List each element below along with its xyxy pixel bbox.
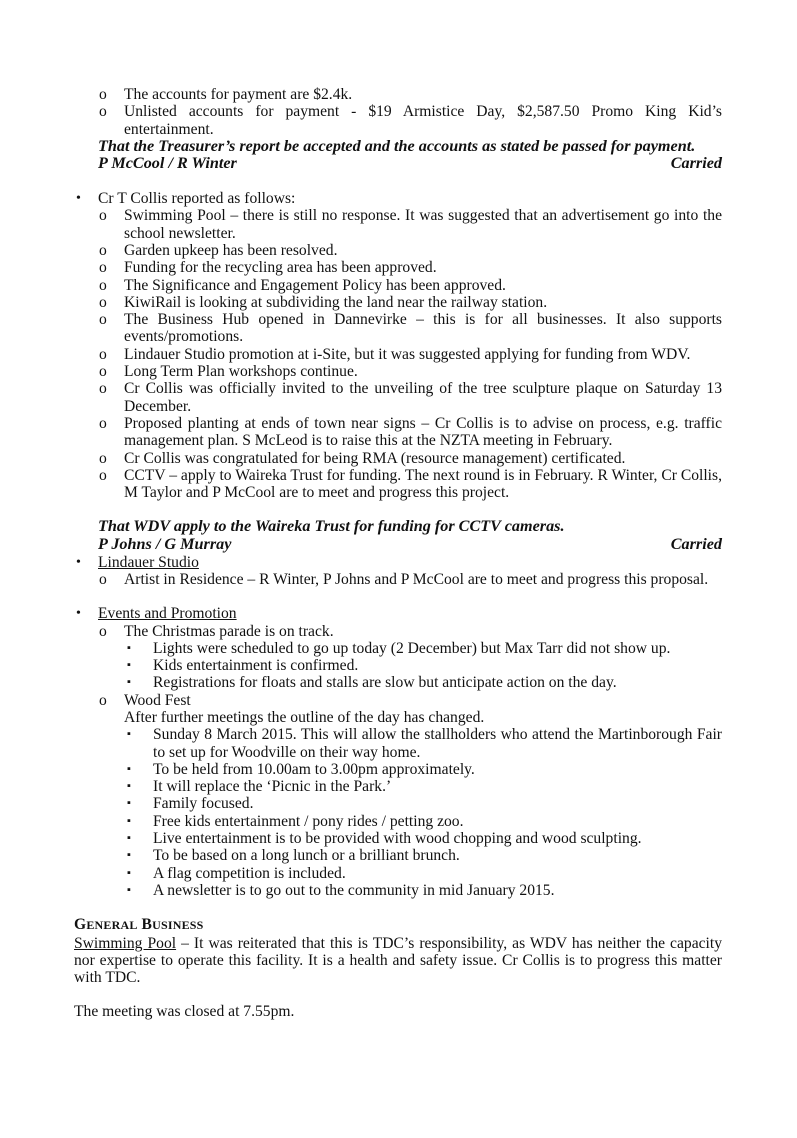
square-bullet-icon: ▪ [127,728,131,741]
circle-bullet-icon: o [99,103,107,121]
list-item [74,277,722,294]
list-item [74,346,722,363]
motion-text: That WDV apply to the Waireka Trust for funding for CCTV cameras. [98,517,565,536]
item-text: Wood Fest [124,691,191,709]
item-text: The Significance and Engagement Policy has been approved. [124,276,506,294]
item-text: Live entertainment is to be provided with wood chopping and wood sculpting. [153,830,642,848]
item-text: The Christmas parade is on track. [124,622,334,640]
woodfest-note: After further meetings the outline of the day has changed. [124,708,485,726]
circle-bullet-icon: o [99,449,107,467]
item-text: To be based on a long lunch or a brilliant brunch. [153,847,460,865]
item-text: Lights were scheduled to go up today (2 December) but Max Tarr did not show up. [153,639,671,657]
item-text: Cr T Collis reported as follows: [98,190,296,208]
motion-movers-row [74,155,722,173]
circle-bullet-icon: o [99,570,107,588]
swimming-pool-label: Swimming Pool [74,934,177,952]
item-text: A newsletter is to go out to the community in mid January 2015. [153,881,555,899]
item-text: Cr Collis was congratulated for being RMA (resource management) certificated. [124,449,626,467]
bullet-icon: • [76,191,81,207]
list-item [74,674,722,691]
circle-bullet-icon: o [99,414,107,432]
item-text: Proposed planting at ends of town near signs – Cr Collis is to advise on process, e.g. traffic management plan. S McLeod is to raise this at the NZTA meeting in February. [124,414,722,450]
item-text: Garden upkeep has been resolved. [124,241,338,259]
item-text: Registrations for floats and stalls are slow but anticipate action on the day. [153,674,617,692]
square-bullet-icon: ▪ [127,659,131,672]
circle-bullet-icon: o [99,380,107,398]
circle-bullet-icon: o [99,241,107,259]
item-text: The accounts for payment are $2.4k. [124,86,353,103]
circle-bullet-icon: o [99,293,107,311]
item-text: To be held from 10.00am to 3.00pm approximately. [153,760,475,778]
square-bullet-icon: ▪ [127,832,131,845]
square-bullet-icon: ▪ [127,849,131,862]
item-text: Swimming Pool – there is still no response. It was suggested that an advertisement go into the school newsletter. [124,207,722,242]
list-item [74,207,722,242]
circle-bullet-icon: o [99,276,107,294]
list-item [74,259,722,276]
motion-text: That the Treasurer’s report be accepted and the accounts as stated be passed for payment. [98,136,696,155]
swimming-pool-text: – It was reiterated that this is TDC’s responsibility, as WDV has neither the capacity nor expertise to operate this facility. It is a health and safety issue. Cr Collis is to progress this matter with TDC. [74,934,722,987]
section-heading: Events and Promotion [98,605,237,623]
circle-bullet-icon: o [99,86,107,103]
item-text: It will replace the ‘Picnic in the Park.’ [153,778,392,796]
movers: P McCool / R Winter [98,154,237,173]
circle-bullet-icon: o [99,207,107,225]
square-bullet-icon: ▪ [127,866,131,879]
list-item [74,190,722,207]
list-item [74,571,722,588]
item-text: Cr Collis was officially invited to the unveiling of the tree sculpture plaque on Saturday 13 December. [124,380,722,415]
circle-bullet-icon: o [99,466,107,484]
item-text: Sunday 8 March 2015. This will allow the stallholders who attend the Martinborough Fair to set up for Woodville on their way home. [153,726,722,761]
square-bullet-icon: ▪ [127,883,131,896]
list-item [74,605,722,622]
list-item [74,554,722,571]
list-item [74,795,722,812]
square-bullet-icon: ▪ [127,762,131,775]
list-item [74,467,722,502]
item-text: The Business Hub opened in Dannevirke – this is for all businesses. It also supports events/promotions. [124,311,722,346]
general-business-paragraph [74,935,722,987]
list-item [74,294,722,311]
list-item [74,865,722,882]
square-bullet-icon: ▪ [127,780,131,793]
item-text: Artist in Residence – R Winter, P Johns and P McCool are to meet and progress this proposal. [124,570,709,588]
list-item [74,847,722,864]
list-item [74,882,722,899]
list-item [74,830,722,847]
list-item [74,380,722,415]
list-item [74,623,722,640]
list-item [74,726,722,761]
list-item [74,363,722,380]
square-bullet-icon: ▪ [127,814,131,827]
collis-report-list [74,207,722,501]
item-text: KiwiRail is looking at subdividing the land near the railway station. [124,293,548,311]
bullet-icon: • [76,606,81,622]
item-text: Unlisted accounts for payment - $19 Armistice Day, $2,587.50 Promo King Kid’s entertainment. [124,103,722,138]
general-business-heading: GENERAL BUSINESS [74,916,204,934]
motion-result: Carried [670,535,722,554]
item-text: Kids entertainment is confirmed. [153,657,359,675]
list-item [74,640,722,657]
list-item [74,813,722,830]
square-bullet-icon: ▪ [127,676,131,689]
closing-statement: The meeting was closed at 7.55pm. [74,1003,295,1021]
item-text: Funding for the recycling area has been approved. [124,259,437,277]
list-item [74,103,722,138]
circle-bullet-icon: o [99,691,107,709]
list-item [74,311,722,346]
list-item [74,242,722,259]
minutes-page [74,86,722,1021]
item-text: A flag competition is included. [153,864,346,882]
motion-movers-row [74,536,722,554]
motion-result: Carried [670,154,722,173]
list-item [74,450,722,467]
list-item [74,415,722,450]
list-item [74,692,722,709]
square-bullet-icon: ▪ [127,641,131,654]
circle-bullet-icon: o [99,622,107,640]
list-item [74,657,722,674]
item-text: Lindauer Studio promotion at i-Site, but it was suggested applying for funding from WDV. [124,345,691,363]
list-item [74,86,722,103]
circle-bullet-icon: o [99,259,107,277]
list-item [74,761,722,778]
movers: P Johns / G Murray [98,535,232,554]
square-bullet-icon: ▪ [127,797,131,810]
item-text: Free kids entertainment / pony rides / petting zoo. [153,812,464,830]
item-text: Long Term Plan workshops continue. [124,363,358,381]
item-text: Family focused. [153,795,254,813]
circle-bullet-icon: o [99,363,107,381]
item-text: CCTV – apply to Waireka Trust for funding. The next round is in February. R Winter, Cr Collis, M Taylor and P McCool are to meet and progress this project. [124,466,722,502]
section-heading: Lindauer Studio [98,553,199,571]
list-item [74,778,722,795]
circle-bullet-icon: o [99,345,107,363]
circle-bullet-icon: o [99,311,107,329]
bullet-icon: • [76,554,81,570]
